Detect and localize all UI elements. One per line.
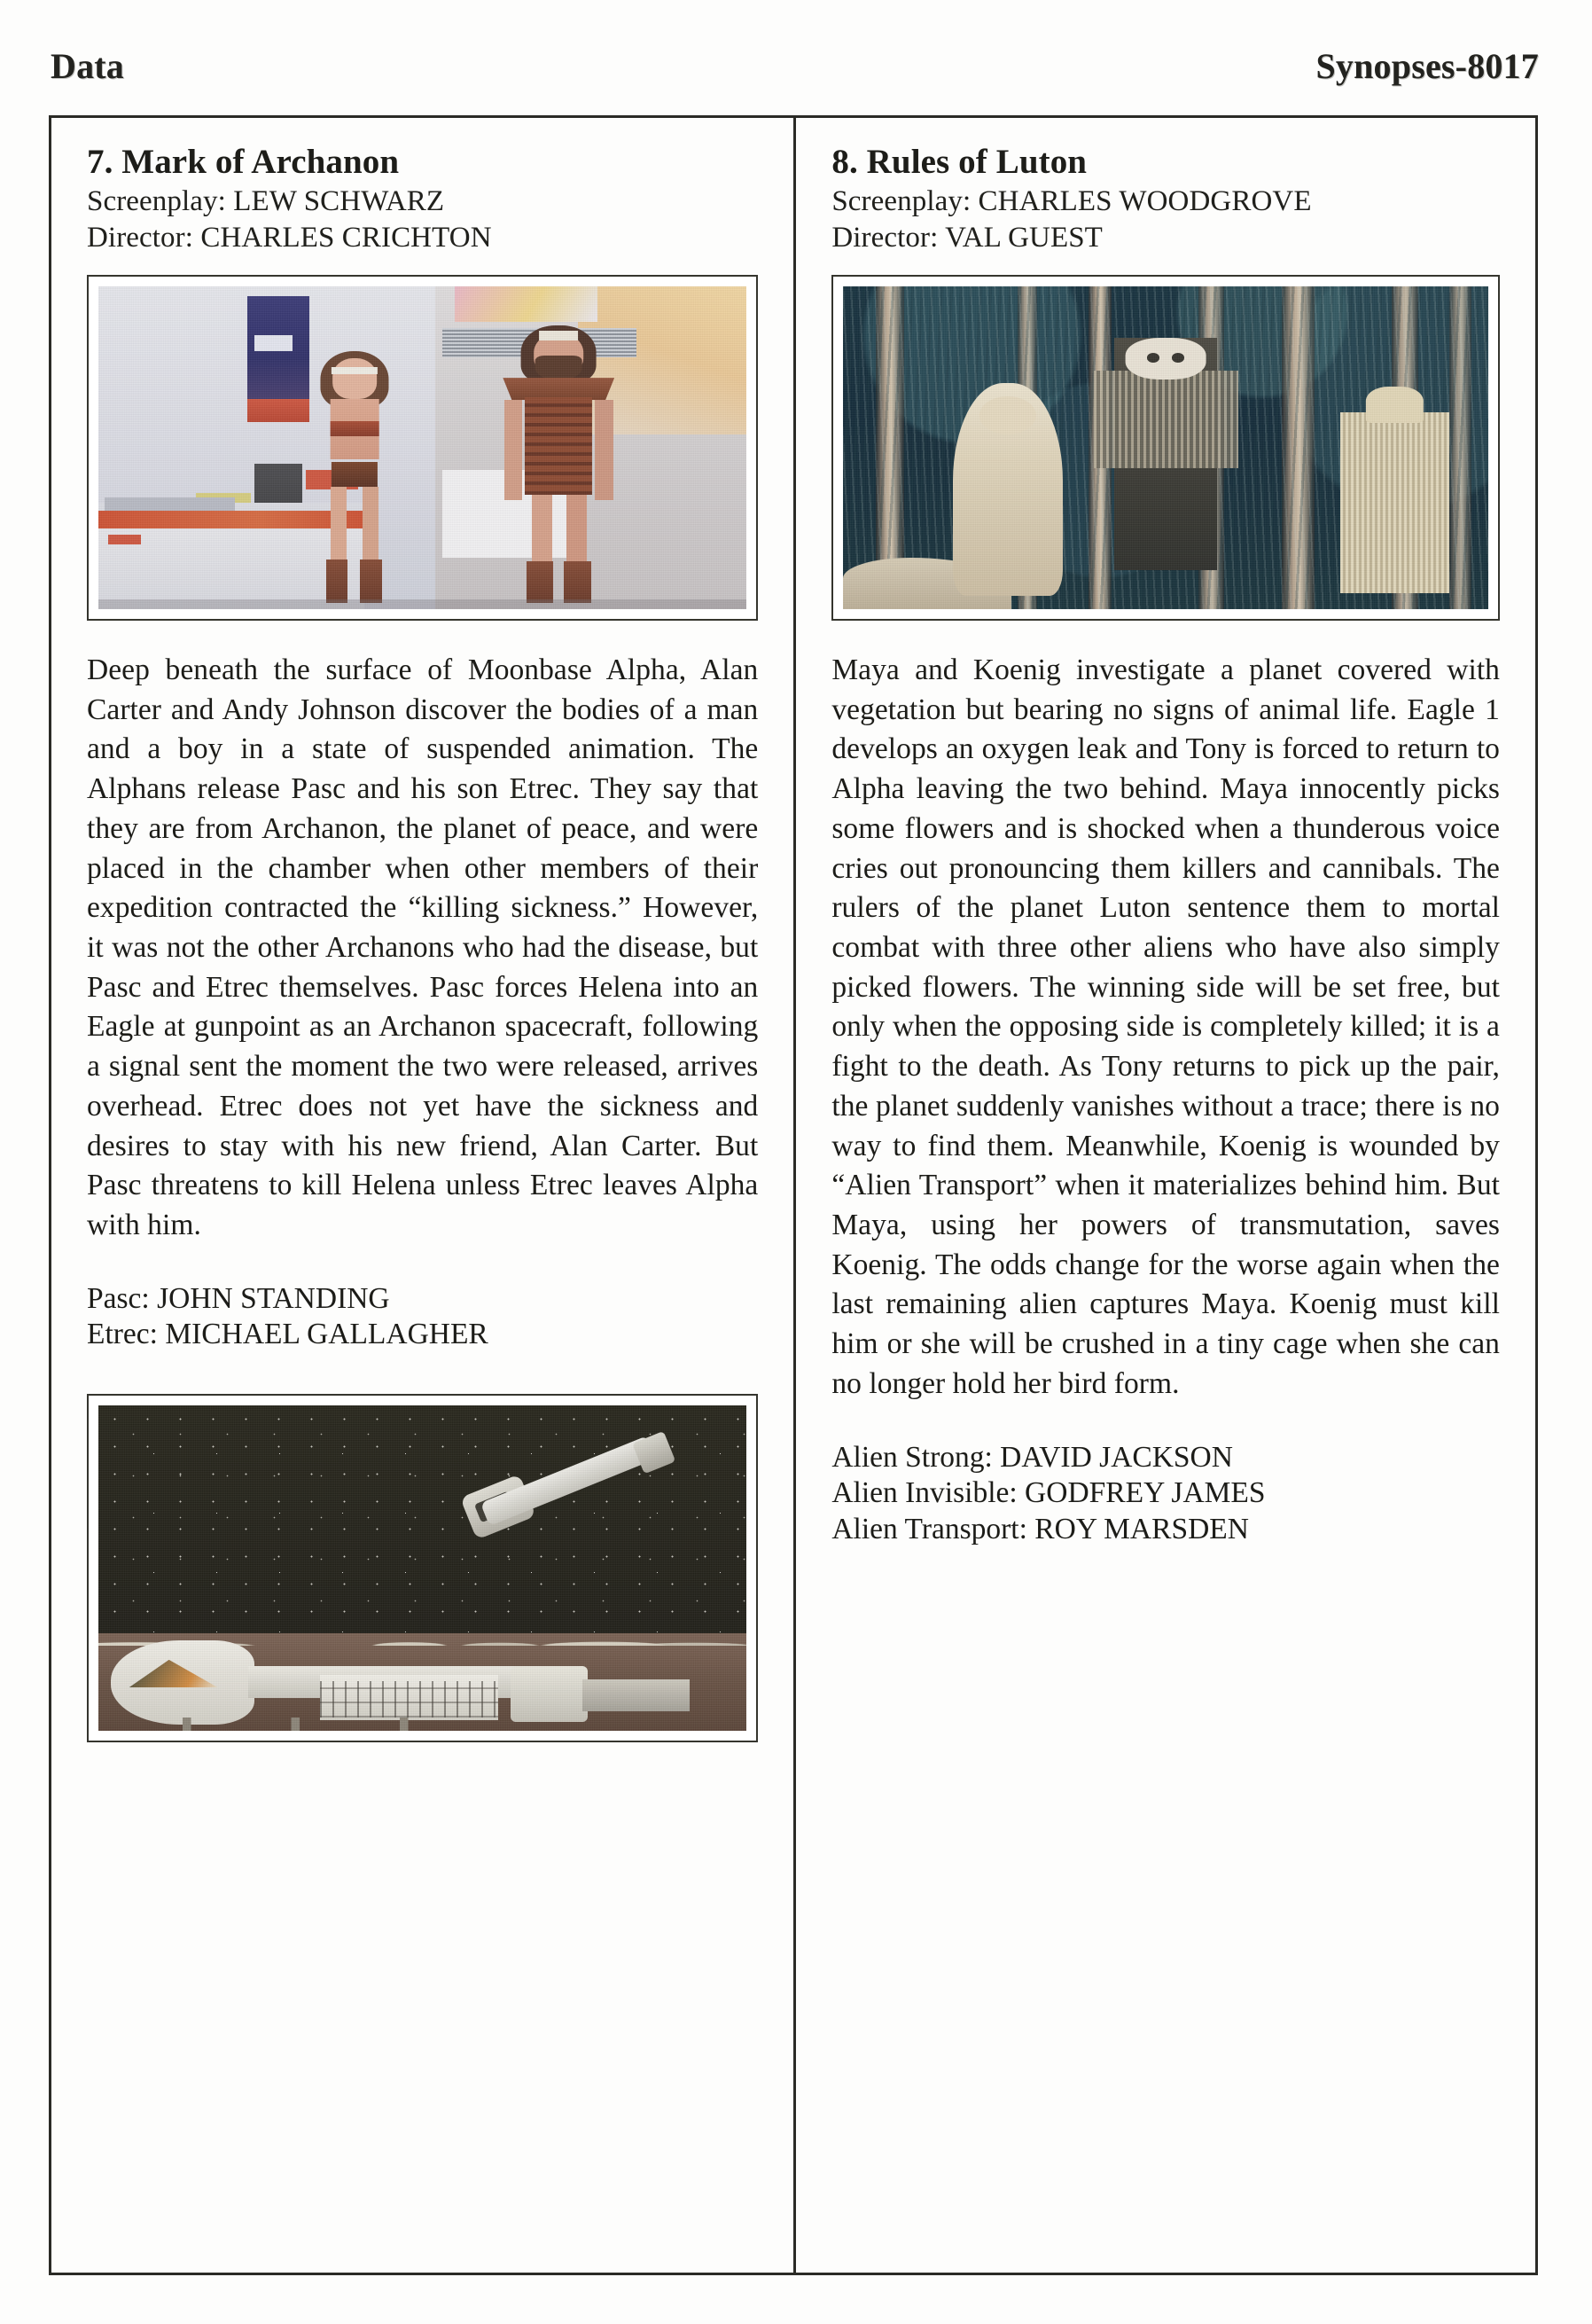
screenplay-credit-7: Screenplay: LEW SCHWARZ	[87, 185, 445, 218]
episode-title-8: 8. Rules of Luton	[831, 143, 1088, 181]
column-right	[796, 118, 1535, 2273]
figure-costume-bottom	[332, 462, 378, 487]
figure-armour	[525, 397, 592, 495]
cast-entry: Etrec: MICHAEL GALLAGHER	[87, 1318, 488, 1351]
figure-leg-left	[331, 487, 347, 570]
synopsis-text-8: Maya and Koenig investigate a planet covered with vegetation but bearing no signs of animal life. Eagle 1 develops an oxygen leak and Tony is forced to return to Alpha leaving the two behind. Maya innocently picks some flowers and is shocked when a thunderous voice cries out pronouncing them killers and cannibals. The rulers of the planet Luton sentence them to mortal combat with three other aliens who have also simply picked flowers. The winning side will be set free, but only when the opposing side is completely killed; it is a fight to the death. As Tony returns to pick up the pair, the planet suddenly vanishes without a trace; there is no way to find them. Meanwhile, Koenig is wounded by “Alien Transport” when it materializes behind him. But Maya, using her powers of transmutation, saves Koenig. The odds change for the worse again when the last remaining alien captures Maya. Koenig must kill him or she will be crushed in a tiny cage when she can no longer hold her bird form.	[831, 653, 1500, 1400]
alien-hood	[1366, 387, 1423, 423]
cast-entry: Alien Invisible: GODFREY JAMES	[831, 1476, 1266, 1510]
director-credit-7: Director: CHARLES CRICHTON	[87, 221, 492, 254]
screenplay-credit-8: Screenplay: CHARLES WOODGROVE	[831, 185, 1312, 218]
photo-alien-masked	[1114, 338, 1217, 570]
photo-alien-blonde	[953, 383, 1063, 596]
cast-entry: Alien Transport: ROY MARSDEN	[831, 1512, 1249, 1545]
eagle-landing-legs	[141, 1718, 558, 1731]
photo-eagle-landed	[105, 1624, 701, 1731]
photo-floor-line	[98, 599, 746, 609]
photo-figure-man	[494, 325, 623, 603]
running-head-right: Synopses-8017	[1315, 46, 1539, 86]
synopsis-text-7: Deep beneath the surface of Moonbase Alpha, Alan Carter and Andy Johnson discover the bodies of a man and a boy in a state of suspended animation. The Alphans release Pasc and his son Etrec. They say that they are from Archanon, the planet of peace, and were placed in the chamber when other members of their expedition contracted the “killing sickness.” However, it was not the other Archanons who had the disease, but Pasc and Etrec themselves. Pasc forces Helena into an Eagle at gunpoint as an Archanon spacecraft, following a signal sent the moment the two were released, arrives overhead. Etrec does not yet have the sickness and desires to stay with his new friend, Alan Carter. But Pasc threatens to kill Helena unless Etrec leaves Alpha with him.	[87, 653, 759, 1242]
running-head-left: Data	[51, 46, 125, 86]
cast-list-7	[87, 1281, 758, 1353]
figure-headband	[332, 367, 378, 373]
figure-boot-left	[527, 561, 554, 603]
photo-frame-archanon	[87, 275, 758, 621]
figure-boot-right	[564, 561, 591, 603]
photo-panel-label	[254, 335, 293, 351]
alien-fringe	[1094, 371, 1238, 468]
alien-face	[979, 396, 1036, 434]
figure-leg-right	[363, 487, 379, 570]
photo-luton-forest	[843, 286, 1488, 609]
figure-boot-right	[360, 559, 382, 602]
photo-figure-woman	[300, 351, 410, 603]
figure-leg-right	[566, 495, 587, 570]
eagle-rear-engine	[511, 1666, 588, 1722]
alien-eye-right	[1172, 353, 1184, 362]
figure-headband	[539, 331, 578, 340]
alien-mask-face	[1126, 338, 1206, 380]
alien-eye-left	[1147, 353, 1159, 362]
cast-list-8	[831, 1440, 1500, 1548]
episode-title-7: 7. Mark of Archanon	[87, 143, 400, 181]
running-head	[49, 34, 1541, 87]
photo-wall-chart	[455, 286, 597, 322]
photo-archanon-interior	[98, 286, 746, 609]
figure-boot-left	[326, 559, 348, 602]
cast-entry: Pasc: JOHN STANDING	[87, 1281, 390, 1315]
figure-leg-left	[532, 495, 552, 570]
column-left	[51, 118, 796, 2273]
photo-console-tab	[108, 535, 141, 544]
director-credit-8: Director: VAL GUEST	[831, 221, 1103, 254]
figure-arm-left	[504, 400, 522, 500]
eagle-tail-section	[582, 1679, 690, 1711]
page-frame	[49, 115, 1538, 2275]
photo-console-ledge	[105, 497, 234, 511]
cast-entry: Alien Strong: DAVID JACKSON	[831, 1440, 1233, 1474]
figure-beard	[535, 356, 582, 380]
figure-head	[332, 358, 377, 398]
photo-alien-straw	[1340, 412, 1450, 593]
photo-eagle-moonscape	[98, 1405, 746, 1731]
figure-costume-top	[331, 421, 379, 436]
photo-frame-luton	[831, 275, 1500, 621]
photo-frame-eagle	[87, 1394, 758, 1742]
eagle-lattice-frame	[320, 1681, 499, 1718]
figure-arm-right	[595, 400, 613, 500]
